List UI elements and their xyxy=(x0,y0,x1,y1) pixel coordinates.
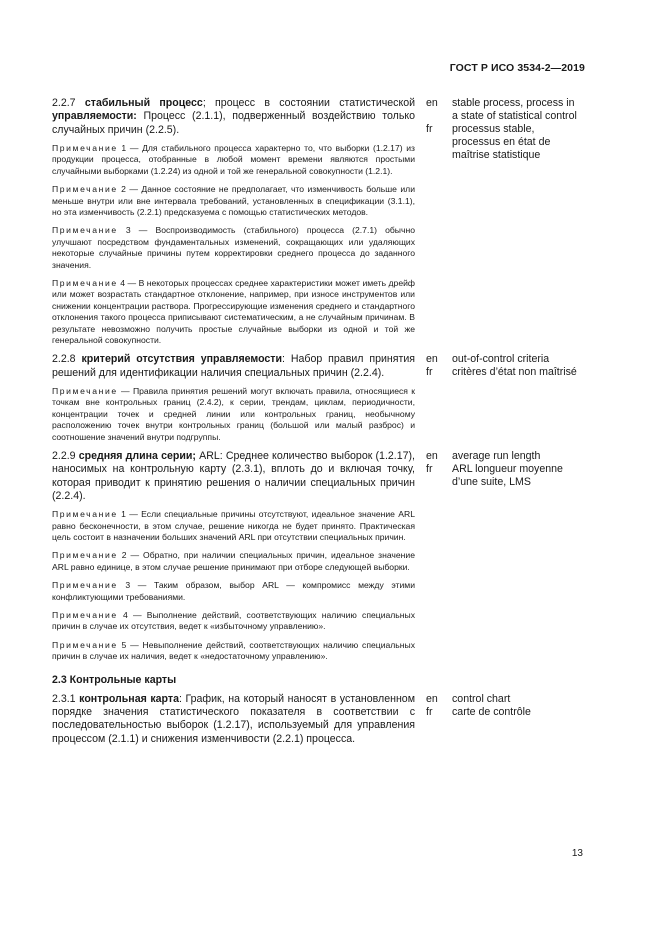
translation-text: average run length xyxy=(452,450,541,463)
note-label: Примечание xyxy=(52,225,118,236)
entry-main xyxy=(52,450,415,670)
note-label: Примечание xyxy=(52,610,118,621)
note xyxy=(52,640,415,663)
definition xyxy=(52,450,415,503)
definition xyxy=(52,693,415,746)
note xyxy=(52,610,415,633)
term: контрольная карта xyxy=(79,692,179,705)
definition-text: ARL: Среднее количество выборок (1.2.17), наносимых на контрольную карту (2.3.1), вплоть до и включая точку, которая приводит к принятию решения о наличии специальных причин (2.2.4). xyxy=(52,450,415,502)
note xyxy=(52,278,415,346)
term: критерий отсутствия управляемости xyxy=(81,353,282,366)
note xyxy=(52,386,415,443)
lang-code: fr xyxy=(426,463,433,476)
translation-text: stable process, process in a state of statistical control xyxy=(452,97,577,122)
term-synonym: управляемости: xyxy=(52,110,137,123)
standard-header: ГОСТ Р ИСО 3534-2—2019 xyxy=(449,62,585,74)
document-body xyxy=(52,97,582,752)
term-separator: ; процесс в состоянии статистической xyxy=(202,97,416,109)
entry-main xyxy=(52,97,415,353)
note-label: Примечание xyxy=(52,385,118,396)
definition xyxy=(52,353,415,380)
translation-fr xyxy=(426,366,582,379)
translation-text: out-of-control criteria xyxy=(452,353,550,366)
term-number: 2.2.7 xyxy=(52,97,76,109)
note-label: Примечание xyxy=(52,509,118,520)
translation-fr xyxy=(426,463,582,489)
translation-fr xyxy=(426,706,582,719)
note-label: Примечание xyxy=(52,277,118,288)
definition xyxy=(52,97,415,137)
note-text: 4 — Выполнение действий, соответствующих наличию специальных причин в случае их отсутствия, ведет к «избыточному управлению». xyxy=(52,610,415,632)
definition-text: : График, на который наносят в установленном порядке значения статистического показателя в соответствии с последовательностью выборок (1.2.17), используемый для управления процессом (2.1.1) и снижения изменчивости (2.2.1) процесса. xyxy=(52,692,415,745)
note-text: — Правила принятия решений могут включать правила, относящиеся к точкам вне контрольных границ (2.4.2), к серии, трендам, циклам, периодичности, концентрации точек и средней линии или контрольных границ, необычному расположению точек внутри контрольных границ (большой или малый разброс) и соотношение значений внутри подгруппы. xyxy=(52,385,415,442)
note-text: 2 — Обратно, при наличии специальных причин, идеальное значение ARL равно единице, в этом случае решение принимают при отборе следующей выборки. xyxy=(52,550,415,572)
entry-2-2-7 xyxy=(52,97,582,353)
note xyxy=(52,184,415,218)
note-text: 5 — Невыполнение действий, соответствующих наличию специальных причин в случае их наличия, ведет к «недостаточному управлению». xyxy=(52,639,415,662)
term: стабильный процесс xyxy=(84,97,203,109)
section-heading: 2.3 Контрольные карты xyxy=(52,673,177,686)
note xyxy=(52,225,415,271)
term-number: 2.2.8 xyxy=(52,353,76,366)
translations xyxy=(426,353,582,450)
page-number: 13 xyxy=(571,848,583,859)
lang-code: en xyxy=(426,450,438,463)
note-text: 3 — Воспроизводимость (стабильного) процесса (2.7.1) обычно улучшают посредством фундаментальных изменений, сокращающих или удаляющих некоторые случайные причины путем корректировки среднего процесса до заданного значения. xyxy=(52,225,415,270)
note-text: 1 — Если специальные причины отсутствуют, идеальное значение ARL равно бесконечности, в этом случае, решение никогда не будет принято. Практическая цель состоит в назначении больших значений ARL при отсутствии специальных причин. xyxy=(52,509,415,543)
entry-main xyxy=(52,353,415,450)
translation-en xyxy=(426,353,582,366)
note xyxy=(52,580,415,603)
translation-en xyxy=(426,97,582,123)
translation-text: ARL longueur moyenne d’une suite, LMS xyxy=(452,463,563,489)
note-text: 1 — Для стабильного процесса характерно то, что выборки (1.2.17) из продукции процесса, отобранные в любой момент времени являются простыми случайными выборками (1.2.24) из одной и той же генеральной совокупности (1.2.1). xyxy=(52,142,415,176)
lang-code: en xyxy=(426,353,438,366)
translations xyxy=(426,97,582,353)
entry-2-3-1 xyxy=(52,693,582,752)
note-text: 3 — Таким образом, выбор ARL — компромисс между этими конфликтующими требованиями. xyxy=(52,580,415,602)
note-label: Примечание xyxy=(52,184,118,195)
term: средняя длина серии; xyxy=(78,450,196,463)
term-number: 2.2.9 xyxy=(52,450,76,463)
note xyxy=(52,143,415,177)
entry-main xyxy=(52,693,415,752)
translation-text: control chart xyxy=(452,692,511,705)
translation-en xyxy=(426,693,582,706)
translations xyxy=(426,693,582,752)
lang-code: en xyxy=(426,692,438,705)
translation-en xyxy=(426,450,582,463)
lang-code: fr xyxy=(426,705,433,718)
translation-fr xyxy=(426,123,582,162)
entry-2-2-8 xyxy=(52,353,582,450)
note-text: 4 — В некоторых процессах среднее характеристики может иметь дрейф или может возрастать стандартное отклонение, например, при износе инструментов или снижении концентрации раствора. Прогрессирующие изменения среднего и стандартного отклонения такого процесса приписывают систематическим, а не случайным причинам. В результате невозможно получить простые случайные выборки из одной и той же генеральной совокупности. xyxy=(52,277,415,345)
note-label: Примечание xyxy=(52,639,118,650)
term-number: 2.3.1 xyxy=(52,692,76,705)
lang-code: fr xyxy=(426,123,433,135)
note xyxy=(52,550,415,573)
note-label: Примечание xyxy=(52,550,118,561)
note xyxy=(52,509,415,543)
lang-code: en xyxy=(426,97,438,109)
lang-code: fr xyxy=(426,366,433,379)
translation-text: critères d’état non maîtrisé xyxy=(452,366,577,379)
note-label: Примечание xyxy=(52,580,118,591)
note-label: Примечание xyxy=(52,142,118,153)
translations xyxy=(426,450,582,670)
definition-text: Процесс (2.1.1), подверженный воздействию только случайных причин (2.2.5). xyxy=(52,110,415,136)
translation-text: processus stable, processus en état de maîtrise statistique xyxy=(452,123,551,161)
note-text: 2 — Данное состояние не предполагает, что изменчивость больше или меньше внутри или вне интервала требований, установленных в спецификации (3.1.1), но эта изменчивость (2.2.1) предсказуема с помощью статистических методов. xyxy=(52,184,415,217)
entry-2-2-9 xyxy=(52,450,582,670)
translation-text: carte de contrôle xyxy=(452,705,531,718)
definition-text: : Набор правил принятия решений для идентификации наличия специальных причин (2.2.4). xyxy=(52,353,415,379)
